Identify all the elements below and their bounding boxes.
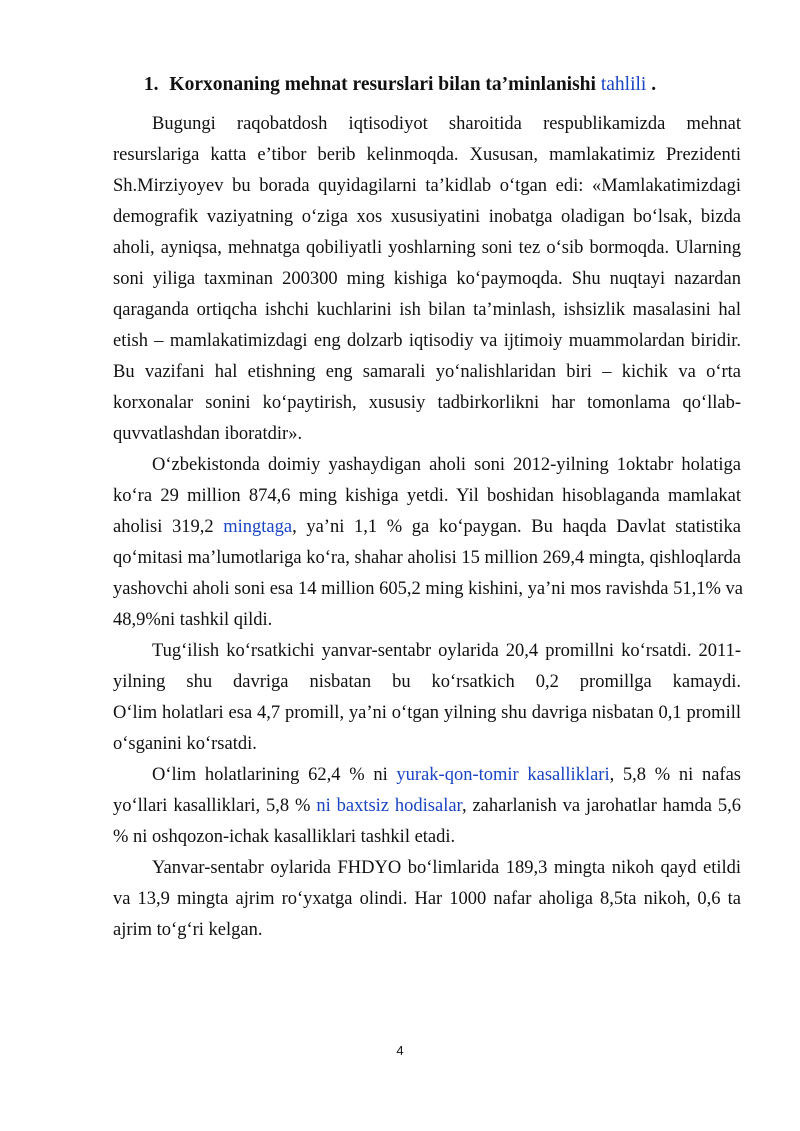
p3-line: O‘lim holatlari esa 4,7 promill, ya’ni o‘tgan yilning shu davriga nisbatan 0,1 promill <box>113 703 741 723</box>
p1-line: etish – mamlakatimizdagi eng dolzarb iqtisodiy va ijtimoiy muammolardan biridir. <box>113 331 741 351</box>
p2-line: 48,9%ni tashkil qildi. <box>113 610 273 630</box>
p5-line: ajrim to‘g‘ri kelgan. <box>113 920 263 940</box>
p1-line: Sh.Mirziyoyev bu borada quyidagilarni ta’kidlab o‘tgan edi: «Mamlakatimizdagi <box>113 176 741 196</box>
p1-line: quvvatlashdan iboratdir». <box>113 424 303 444</box>
p4-line1-text-b: , 5,8 % ni nafas <box>609 765 741 785</box>
p2-line3-text-b: , ya’ni 1,1 % ga ko‘paygan. Bu haqda Davlat statistika <box>292 517 741 537</box>
section-heading <box>0 74 800 96</box>
p4-line: % ni oshqozon-ichak kasalliklari tashkil etadi. <box>113 827 456 847</box>
p4-line2-text-b: , zaharlanish va jarohatlar hamda 5,6 <box>461 796 741 816</box>
p1-line: resurslariga katta e’tibor berib kelinmoqda. Xususan, mamlakatimiz Prezidenti <box>113 145 741 165</box>
p1-line: Bu vazifani hal etishning eng samarali yo‘nalishlaridan biri – kichik va o‘rta <box>113 362 741 382</box>
mingtaga-link[interactable]: mingtaga <box>223 517 293 537</box>
p2-line3-text-a: aholisi 319,2 <box>113 517 214 537</box>
p3-line: o‘sganini ko‘rsatdi. <box>113 734 257 754</box>
heading-number: 1. <box>143 74 159 95</box>
p2-line: yashovchi aholi soni esa 14 million 605,2 ming kishini, ya’ni mos ravishda 51,1% va <box>113 579 743 599</box>
heading-end: . <box>651 74 657 95</box>
p3-line: Tug‘ilish ko‘rsatkichi yanvar-sentabr oylarida 20,4 promillni ko‘rsatdi. 2011- <box>152 641 741 661</box>
p4-line <box>113 760 741 791</box>
p1-line: Bugungi raqobatdosh iqtisodiyot sharoitida respublikamizda mehnat <box>152 114 741 134</box>
p1-line: soni yiliga taxminan 200300 ming kishiga ko‘paymoqda. Shu nuqtayi nazardan <box>113 269 741 289</box>
p5-line: Yanvar-sentabr oylarida FHDYO bo‘limlarida 189,3 mingta nikoh qayd etildi <box>152 858 741 878</box>
yurak-qon-tomir-link[interactable]: yurak-qon-tomir kasalliklari <box>396 765 610 785</box>
p2-line: O‘zbekistonda doimiy yashaydigan aholi soni 2012-yilning 1oktabr holatiga <box>152 455 741 475</box>
p2-line: qo‘mitasi ma’lumotlariga ko‘ra, shahar aholisi 15 million 269,4 mingta, qishloqlarda <box>113 548 741 568</box>
p4-line <box>113 791 741 822</box>
p2-line <box>113 512 741 543</box>
p3-line: yilning shu davriga nisbatan bu ko‘rsatkich 0,2 promillga kamaydi. <box>113 672 741 692</box>
p1-line: demografik vaziyatning o‘ziga xos xususiyatini inobatga oladigan bo‘lsak, bizda <box>113 207 741 227</box>
p1-line: korxonalar sonini ko‘paytirish, xususiy tadbirkorlikni har tomonlama qo‘llab- <box>113 393 741 413</box>
p1-line: qaraganda ortiqcha ishchi kuchlarini ish bilan ta’minlash, ishsizlik masalasini hal <box>113 300 741 320</box>
p2-line: ko‘ra 29 million 874,6 ming kishiga yetdi. Yil boshidan hisoblaganda mamlakat <box>113 486 741 506</box>
body-text <box>113 109 741 946</box>
baxtsiz-hodisalar-link[interactable]: ni baxtsiz hodisalar <box>316 796 462 816</box>
p5-line: va 13,9 mingta ajrim ro‘yxatga olindi. Har 1000 nafar aholiga 8,5ta nikoh, 0,6 ta <box>113 889 741 909</box>
p1-line: aholi, ayniqsa, mehnatga qobiliyatli yoshlarning soni tez o‘sib bormoqda. Ularning <box>113 238 741 258</box>
page-number: 4 <box>396 1043 404 1058</box>
p4-line1-text-a: O‘lim holatlarining 62,4 % ni <box>152 765 388 785</box>
heading-link[interactable]: tahlili <box>600 74 647 95</box>
p4-line2-text-a: yo‘llari kasalliklari, 5,8 % <box>113 796 311 816</box>
heading-text: Korxonaning mehnat resurslari bilan ta’minlanishi <box>169 74 596 95</box>
